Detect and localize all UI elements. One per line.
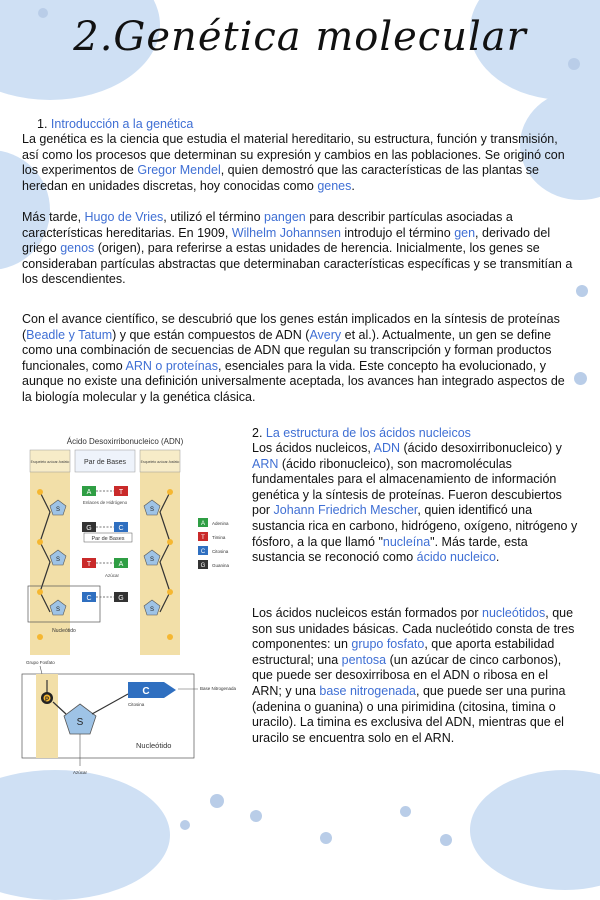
section-title: La estructura de los ácidos nucleicos (265, 426, 471, 440)
svg-text:A: A (86, 489, 92, 496)
nucleotide-label: Nucleótido (136, 741, 172, 750)
text-run: para describir partículas asociadas a características hereditarias. En 1909, (22, 210, 513, 240)
sugar-label: S (149, 557, 155, 563)
text-run: , quien demostró que las características de las plantas se heredan en unidades discretas, hoy conocidas como (22, 163, 539, 193)
svg-text:Guanina: Guanina (212, 563, 230, 568)
svg-text:Timina: Timina (212, 535, 226, 540)
highlighted-term: ADN (373, 441, 401, 455)
svg-text:C: C (200, 549, 206, 555)
text-run: (ácido ribonucleico), son macromoléculas fundamentales para el almacenamiento de información genética y la síntesis de proteínas. Fueron descubiertos por (252, 456, 562, 518)
sugar-label-bottom: Azúcar (72, 770, 88, 775)
sugar-label: S (55, 507, 61, 513)
highlighted-term: Johann Friedrich Mescher (273, 503, 418, 518)
base-pair (82, 592, 128, 602)
background-blob (470, 770, 600, 890)
highlighted-term: ácido nucleico (416, 550, 496, 565)
highlighted-term: ARN (252, 456, 279, 471)
base-pair-label: Par de Bases (91, 536, 125, 542)
svg-text:G: G (86, 525, 92, 532)
header-left-label: Esqueleto azúcar-fosfato (30, 460, 70, 464)
highlighted-term: pangen (264, 210, 306, 224)
svg-text:T: T (86, 561, 92, 568)
sugar-phosphate-backbone (140, 450, 180, 655)
section-number: 1. (37, 117, 48, 131)
highlighted-term: genes (317, 178, 352, 193)
section-title: Introducción a la genética (50, 117, 194, 131)
sugar-label: S (55, 607, 61, 613)
dna-figure (0, 432, 250, 842)
text-run: introdujo el término (340, 225, 455, 240)
text-run: ". Más tarde, esta sustancia se reconoció como (252, 534, 528, 565)
section-number: 2. (252, 426, 263, 440)
base-pair (82, 522, 128, 532)
header-right-label: Esqueleto azúcar-fosfato (140, 460, 180, 464)
svg-text:A: A (200, 521, 206, 527)
page-title: 2.Genética molecular (73, 14, 527, 60)
background-dot (440, 834, 452, 846)
cytosine-label: Citosina (128, 702, 145, 707)
svg-text:G: G (118, 595, 124, 602)
highlighted-term: nucleótidos (482, 606, 546, 620)
highlighted-term: gen (454, 225, 476, 240)
highlighted-term: pentosa (341, 652, 387, 667)
paragraph (22, 312, 574, 406)
svg-text:C: C (118, 525, 124, 532)
sugar-label: S (149, 507, 155, 513)
svg-text:A: A (118, 561, 124, 568)
background-dot (400, 806, 411, 817)
background-dot (320, 832, 332, 844)
sugar-label: S (149, 607, 155, 613)
text-run: Con el avance científico, se descubrió que los genes están implicados en la síntesis de proteínas ( (22, 312, 560, 342)
highlighted-term: Beadle y Tatum (26, 327, 113, 342)
text-run: , derivado del griego (22, 225, 551, 256)
highlighted-term: ARN o proteínas (125, 358, 218, 373)
highlighted-term: Avery (309, 327, 342, 342)
cytosine-letter: C (142, 686, 150, 697)
background-dot (574, 372, 587, 385)
text-run: Los ácidos nucleicos están formados por (252, 606, 482, 620)
text-run: , que puede ser una purina (adenina o guanina) o una pirimidina (citosina, timina o uracilo). La timina es exclusiva del ADN, mientras que el uracilo se encuentra solo en el ARN. (252, 683, 566, 745)
text-run: , quien identificó una sustancia rica en carbono, hidrógeno, oxígeno, nitrógeno y fósforo, a la que llamó " (252, 503, 578, 549)
text-run: (origen), para referirse a estas unidades de herencia. Inicialmente, los genes se consideraban partículas abstractas que determinaban características específicas y se transmitían a los descendientes. (22, 241, 573, 287)
legend (198, 518, 230, 569)
highlighted-term: base nitrogenada (319, 683, 416, 698)
text-run: ) y que están compuestos de ADN ( (112, 327, 310, 342)
paragraph (22, 132, 574, 194)
section-1-heading (37, 117, 193, 133)
svg-text:C: C (86, 595, 92, 602)
sugar-label: S (55, 557, 61, 563)
background-dot (250, 810, 262, 822)
svg-text:G: G (200, 563, 206, 569)
text-run: . (495, 550, 500, 565)
svg-text:Citosina: Citosina (212, 549, 229, 554)
svg-text:T: T (201, 535, 205, 541)
base-pair (82, 558, 128, 568)
nitrogenous-base-label: Base Nitrogenada (200, 686, 237, 691)
text-run: (ácido desoxirribonucleico) y (400, 441, 562, 455)
base-pair (82, 486, 128, 496)
phosphate-letter: P (44, 697, 50, 703)
section-2-heading (252, 426, 471, 442)
hydrogen-bond-label: Enlaces de Hidrógeno (82, 500, 128, 505)
highlighted-term: grupo fosfato (351, 637, 425, 652)
text-run: Más tarde, (22, 210, 85, 224)
highlighted-term: nucleína (382, 534, 431, 549)
sugar-letter: S (76, 717, 84, 728)
paragraph (252, 441, 578, 566)
text-run: , que aporta estabilidad estructural; una (252, 637, 555, 667)
highlighted-term: genos (60, 241, 95, 256)
paragraph (22, 210, 574, 288)
highlighted-term: Wilhelm Johannsen (231, 225, 341, 240)
text-run: , esenciales para la vida. Este concepto ha evolucionado, y aunque no existe una definición universalmente aceptada, los avances han integrado aspectos de la biología molecular y la genética clásica. (22, 358, 565, 404)
paragraph (252, 606, 578, 746)
svg-text:T: T (118, 489, 124, 496)
highlighted-term: Hugo de Vries (84, 210, 164, 224)
sugar-phosphate-backbone (30, 450, 70, 655)
text-run: , que son sus unidades básicas. Cada nucleótido consta de tres componentes: un (252, 606, 575, 652)
text-run: (un azúcar de cinco carbonos), que puede ser desoxirribosa en el ADN o ribosa en el ARN; y una (252, 652, 562, 698)
header-center-label: Par de Bases (83, 459, 127, 466)
highlighted-term: Gregor Mendel (137, 163, 221, 178)
figure-title: Ácido Desoxirribonucleico (ADN) (66, 437, 184, 446)
text-run: , utilizó el término (163, 210, 265, 224)
text-run: Los ácidos nucleicos, (252, 441, 374, 455)
text-run: et al.). Actualmente, un gen se define como una combinación de secuencias de ADN que regulan su transcripción y forman productos funcionales, como (22, 327, 552, 373)
background-dot (576, 285, 588, 297)
sugar-arrow-label: Azúcar (104, 573, 120, 578)
text-run: La genética es la ciencia que estudia el material hereditario, su estructura, función y transmisión, así como los procesos que determinan su expresión y cambios en las poblaciones. Se originó con los experimentos de (22, 132, 565, 178)
phosphate-group-label: Grupo Fosfato (26, 660, 55, 665)
text-run: . (351, 178, 355, 193)
nucleotide-small-label: Nucleótido (52, 628, 76, 634)
svg-text:Adenina: Adenina (212, 521, 229, 526)
